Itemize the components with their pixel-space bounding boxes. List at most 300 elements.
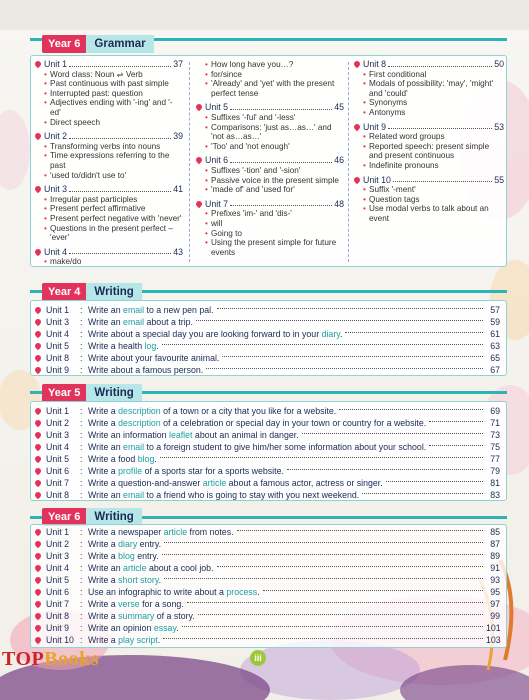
task-keyword: log xyxy=(144,341,157,351)
colon-separator: : xyxy=(80,418,83,428)
topic-item: • 'Too' and 'not enough' xyxy=(205,142,344,152)
dot-leader xyxy=(237,530,483,531)
location-pin-icon xyxy=(34,60,42,68)
task-text xyxy=(88,454,157,464)
page-number-ref: 73 xyxy=(490,430,500,440)
topic-item: • Transforming verbs into nouns xyxy=(44,142,183,152)
task-keyword: email xyxy=(123,305,145,315)
page-number-ref: 63 xyxy=(490,341,500,351)
task-text-part: . xyxy=(156,341,159,351)
unit-page: 37 xyxy=(173,59,183,69)
colon-separator: : xyxy=(80,466,83,476)
unit-label: Unit 5 xyxy=(46,454,69,464)
grammar-column-2 xyxy=(196,60,344,262)
unit-label: Unit 2 xyxy=(46,539,69,549)
colon-separator: : xyxy=(80,587,83,597)
dot-leader xyxy=(429,445,483,446)
topic-item: • Synonyms xyxy=(363,98,504,108)
page-number-ref: 101 xyxy=(486,623,501,633)
task-text-part: Write a question-and-answer xyxy=(88,478,203,488)
task-text-part: Write a xyxy=(88,575,119,585)
toc-row xyxy=(35,405,500,417)
page-number-ref: 67 xyxy=(490,365,500,375)
task-text xyxy=(88,329,342,339)
unit-name: Unit 5 xyxy=(205,102,228,113)
unit-page: 45 xyxy=(334,102,344,113)
location-pin-icon xyxy=(353,122,361,130)
page-number-ref: 71 xyxy=(490,418,500,428)
task-text-part: Write about a special day you are looking forward to in your xyxy=(88,329,322,339)
task-keyword: profile xyxy=(118,466,143,476)
topic-list xyxy=(363,70,504,118)
task-text-part: from notes. xyxy=(187,527,234,537)
dot-leader xyxy=(187,602,483,603)
topic-item: • for/since xyxy=(205,70,344,80)
dot-leader xyxy=(69,60,171,67)
page-number: iii xyxy=(250,650,266,666)
column-divider xyxy=(348,62,349,262)
toc-row xyxy=(35,574,500,586)
topic-item: • Interrupted past: question xyxy=(44,89,183,99)
unit-label: Unit 6 xyxy=(46,466,69,476)
grammar-header xyxy=(42,35,154,53)
task-keyword: email xyxy=(123,490,145,500)
topic-item: • How long have you…? xyxy=(205,60,344,70)
topic-tab: Grammar xyxy=(86,35,153,53)
toc-row xyxy=(35,465,500,477)
unit-label: Unit 8 xyxy=(46,490,69,500)
unit-heading xyxy=(363,123,504,133)
dot-leader xyxy=(302,433,483,434)
topic-list xyxy=(44,70,183,128)
toc-row xyxy=(35,562,500,574)
page-number-ref: 79 xyxy=(490,466,500,476)
task-text xyxy=(88,406,336,416)
dot-leader xyxy=(69,132,171,139)
unit-label: Unit 4 xyxy=(46,329,69,339)
toc-row xyxy=(35,352,500,364)
writing4-card xyxy=(30,300,507,376)
page-number-ref: 89 xyxy=(490,551,500,561)
topic-item: • make/do xyxy=(44,257,183,267)
unit-name: Unit 3 xyxy=(44,184,67,195)
writing5-card xyxy=(30,401,507,501)
colon-separator: : xyxy=(80,575,83,585)
unit-name: Unit 6 xyxy=(205,155,228,166)
task-text-part: Write an xyxy=(88,305,124,315)
topic-item: • First conditional xyxy=(363,70,504,80)
topic-item: • Passive voice in the present simple xyxy=(205,176,344,186)
location-pin-icon xyxy=(34,588,42,596)
task-text-part: Write a xyxy=(88,599,119,609)
task-text xyxy=(88,599,184,609)
toc-row xyxy=(35,586,500,598)
colon-separator: : xyxy=(80,563,83,573)
topic-list xyxy=(44,257,183,267)
task-text-part: Write a food xyxy=(88,454,138,464)
unit-label: Unit 5 xyxy=(46,341,69,351)
toc-row xyxy=(35,441,500,453)
dot-leader xyxy=(164,578,483,579)
task-keyword: description xyxy=(118,406,161,416)
task-text-part: Use an infographic to write about a xyxy=(88,587,227,597)
logo-top-text: TOP xyxy=(2,648,45,670)
task-keyword: summary xyxy=(118,611,155,621)
unit-heading xyxy=(44,132,183,142)
dot-leader xyxy=(164,542,483,543)
toc-row xyxy=(35,364,500,376)
task-text-part: Write a xyxy=(88,466,119,476)
task-text-part: to a foreign student to give him/her some information about your school. xyxy=(144,442,427,452)
grammar-unit xyxy=(35,132,183,180)
page-number-ref: 77 xyxy=(490,454,500,464)
colon-separator: : xyxy=(80,365,83,375)
topic-tab: Writing xyxy=(86,508,141,526)
unit-label: Unit 5 xyxy=(46,575,69,585)
task-text-part: Write an opinion xyxy=(88,623,154,633)
page-number-ref: 57 xyxy=(490,305,500,315)
grammar-unit xyxy=(354,123,504,171)
colon-separator: : xyxy=(80,406,83,416)
writing6-card xyxy=(30,524,507,648)
task-text-part: about a cool job. xyxy=(146,563,214,573)
task-text-part: . xyxy=(176,623,179,633)
task-text xyxy=(88,563,214,573)
toc-row xyxy=(35,316,500,328)
unit-heading xyxy=(363,60,504,70)
grammar-card xyxy=(30,55,507,267)
grammar-unit xyxy=(35,60,183,127)
colon-separator: : xyxy=(80,490,83,500)
location-pin-icon xyxy=(34,552,42,560)
unit-label: Unit 6 xyxy=(46,587,69,597)
unit-page: 55 xyxy=(494,174,504,185)
page-number-ref: 85 xyxy=(490,527,500,537)
grammar-unit xyxy=(35,185,183,243)
task-text xyxy=(88,430,299,440)
unit-name: Unit 1 xyxy=(44,59,67,69)
colon-separator: : xyxy=(80,353,83,363)
grammar-unit xyxy=(354,60,504,118)
location-pin-icon xyxy=(34,528,42,536)
toc-row xyxy=(35,453,500,465)
task-text-part: Write an xyxy=(88,317,124,327)
task-text-part: Write an xyxy=(88,442,124,452)
dot-leader xyxy=(388,123,492,130)
colon-separator: : xyxy=(80,635,83,645)
unit-name: Unit 8 xyxy=(363,59,386,69)
dot-leader xyxy=(230,156,332,163)
dot-leader xyxy=(388,60,492,67)
topic-item: • 'Already' and 'yet' with the present perfect tense xyxy=(205,79,344,98)
unit-label: Unit 7 xyxy=(46,599,69,609)
topic-item: • Prefixes 'im-' and 'dis-' xyxy=(205,209,344,219)
page-number-ref: 103 xyxy=(486,635,501,645)
task-text-part: Write a xyxy=(88,406,119,416)
task-text-part: entry. xyxy=(134,551,159,561)
task-keyword: email xyxy=(123,442,145,452)
unit-page: 53 xyxy=(494,121,504,132)
topic-item: • Using the present simple for future events xyxy=(205,238,344,257)
task-text-part: Write a newspaper xyxy=(88,527,164,537)
task-text-part: Write an xyxy=(88,563,124,573)
colon-separator: : xyxy=(80,305,83,315)
location-pin-icon xyxy=(34,354,42,362)
topic-item: • Reported speech: present simple and present continuous xyxy=(363,142,504,161)
grammar-unit xyxy=(196,156,344,194)
column-divider xyxy=(189,62,190,262)
location-pin-icon xyxy=(34,600,42,608)
topic-item: • Past continuous with past simple xyxy=(44,79,183,89)
unit-heading xyxy=(205,200,344,210)
task-text-part: . xyxy=(157,635,161,645)
dot-leader xyxy=(69,248,171,255)
page-number-ref: 99 xyxy=(490,611,500,621)
toc-row xyxy=(35,340,500,352)
task-keyword: verse xyxy=(118,599,140,609)
dot-leader xyxy=(196,320,483,321)
dot-leader xyxy=(217,566,483,567)
page-number-ref: 75 xyxy=(490,442,500,452)
task-text xyxy=(88,305,214,315)
dot-leader xyxy=(163,638,483,639)
task-text-part: Write a xyxy=(88,611,119,621)
topic-item: • Direct speech xyxy=(44,118,183,128)
task-text xyxy=(88,527,234,537)
task-text-part: Write an xyxy=(88,490,124,500)
colon-separator: : xyxy=(80,527,83,537)
task-keyword: diary xyxy=(321,329,340,339)
page-number-ref: 87 xyxy=(490,539,500,549)
task-text-part: . xyxy=(154,454,157,464)
task-text-part: Write a xyxy=(88,551,119,561)
topic-list xyxy=(44,142,183,180)
year-tab: Year 6 xyxy=(42,35,86,53)
task-text-part: about an animal in danger. xyxy=(192,430,299,440)
task-keyword: article xyxy=(202,478,227,488)
colon-separator: : xyxy=(80,599,83,609)
dot-leader xyxy=(160,457,483,458)
unit-heading xyxy=(205,156,344,166)
location-pin-icon xyxy=(34,366,42,374)
location-pin-icon xyxy=(34,318,42,326)
topic-item: • Modals of possibility: 'may', 'might' and 'could' xyxy=(363,79,504,98)
location-pin-icon xyxy=(34,479,42,487)
dot-leader xyxy=(263,590,483,591)
task-text-part: for a song. xyxy=(139,599,184,609)
location-pin-icon xyxy=(353,175,361,183)
colon-separator: : xyxy=(80,611,83,621)
task-text xyxy=(88,418,426,428)
location-pin-icon xyxy=(34,540,42,548)
location-pin-icon xyxy=(34,467,42,475)
dot-leader xyxy=(230,200,332,207)
task-text-part: entry. xyxy=(137,539,162,549)
task-keyword: blog xyxy=(137,454,155,464)
task-text-part: Write a xyxy=(88,635,119,645)
dot-leader xyxy=(345,332,483,333)
unit-heading xyxy=(44,185,183,195)
location-pin-icon xyxy=(34,247,42,255)
topic-item: • Time expressions referring to the past xyxy=(44,151,183,170)
toc-row xyxy=(35,538,500,550)
location-pin-icon xyxy=(34,407,42,415)
colon-separator: : xyxy=(80,430,83,440)
colon-separator: : xyxy=(80,551,83,561)
toc-row xyxy=(35,477,500,489)
page-number-ref: 97 xyxy=(490,599,500,609)
dot-leader xyxy=(287,469,483,470)
task-text-part: of a town or a city that you like for a website. xyxy=(160,406,337,416)
task-text-part: Write a xyxy=(88,418,119,428)
dot-leader xyxy=(206,368,483,369)
location-pin-icon xyxy=(34,419,42,427)
topic-item: • Word class: Noun ⇌ Verb xyxy=(44,70,183,80)
task-text-part: Write a health xyxy=(88,341,145,351)
topic-item: • Going to xyxy=(205,229,344,239)
task-keyword: description xyxy=(118,418,161,428)
unit-label: Unit 8 xyxy=(46,611,69,621)
task-text xyxy=(88,539,161,549)
location-pin-icon xyxy=(34,132,42,140)
unit-page: 43 xyxy=(173,246,183,257)
continued-bullets xyxy=(196,60,344,98)
topic-list xyxy=(205,209,344,257)
unit-label: Unit 10 xyxy=(46,635,74,645)
location-pin-icon xyxy=(34,455,42,463)
page-number-ref: 61 xyxy=(490,329,500,339)
location-pin-icon xyxy=(34,624,42,632)
page-number-ref: 93 xyxy=(490,575,500,585)
topic-item: • Suffix '-ment' xyxy=(363,185,504,195)
task-text xyxy=(88,623,179,633)
task-text-part: Write about a famous person. xyxy=(88,365,204,375)
unit-name: Unit 9 xyxy=(363,121,386,132)
unit-name: Unit 4 xyxy=(44,246,67,257)
location-pin-icon xyxy=(34,576,42,584)
dot-leader xyxy=(393,176,492,183)
task-text-part: . xyxy=(257,587,260,597)
logo-books-text: Books xyxy=(44,648,100,670)
location-pin-icon xyxy=(34,564,42,572)
unit-heading xyxy=(363,176,504,186)
task-keyword: email xyxy=(123,317,145,327)
topic-item: • Suffixes '-ful' and '-less' xyxy=(205,113,344,123)
toc-row xyxy=(35,622,500,634)
task-text-part: about a trip. xyxy=(144,317,193,327)
page-number-ref: 59 xyxy=(490,317,500,327)
unit-label: Unit 3 xyxy=(46,317,69,327)
colon-separator: : xyxy=(80,623,83,633)
topic-item: • Adjectives ending with '-ing' and '-ed' xyxy=(44,98,183,117)
unit-label: Unit 3 xyxy=(46,430,69,440)
unit-label: Unit 1 xyxy=(46,406,69,416)
topbooks-logo xyxy=(2,648,99,671)
unit-name: Unit 10 xyxy=(363,174,391,185)
colon-separator: : xyxy=(80,442,83,452)
dot-leader xyxy=(339,409,483,410)
task-text xyxy=(88,365,203,375)
dot-leader xyxy=(386,481,483,482)
location-pin-icon xyxy=(34,342,42,350)
task-text-part: . xyxy=(340,329,343,339)
dot-leader xyxy=(162,554,483,555)
task-text xyxy=(88,575,161,585)
grammar-column-3 xyxy=(354,60,504,229)
topic-item: • Present perfect affirmative xyxy=(44,204,183,214)
unit-page: 46 xyxy=(334,155,344,166)
page-number-ref: 91 xyxy=(490,563,500,573)
task-keyword: essay xyxy=(153,623,177,633)
location-pin-icon xyxy=(353,60,361,68)
unit-page: 39 xyxy=(173,131,183,142)
topic-list xyxy=(44,195,183,243)
grammar-column-1 xyxy=(35,60,183,272)
task-text-part: Write about your favourite animal. xyxy=(88,353,220,363)
task-keyword: leaflet xyxy=(169,430,193,440)
task-keyword: article xyxy=(123,563,147,573)
location-pin-icon xyxy=(34,491,42,499)
page-number-ref: 65 xyxy=(490,353,500,363)
unit-label: Unit 4 xyxy=(46,563,69,573)
toc-row xyxy=(35,304,500,316)
location-pin-icon xyxy=(34,306,42,314)
task-text-part: of a celebration or special day in your town or country for a website. xyxy=(160,418,427,428)
dot-leader xyxy=(69,185,171,192)
task-text xyxy=(88,317,193,327)
colon-separator: : xyxy=(80,478,83,488)
page-number-ref: 81 xyxy=(490,478,500,488)
toc-row xyxy=(35,417,500,429)
task-text xyxy=(88,466,284,476)
location-pin-icon xyxy=(34,612,42,620)
unit-label: Unit 9 xyxy=(46,365,69,375)
task-text xyxy=(88,442,426,452)
topic-tab: Writing xyxy=(86,283,141,301)
grammar-unit xyxy=(196,200,344,258)
unit-label: Unit 1 xyxy=(46,305,69,315)
task-text xyxy=(88,551,159,561)
location-pin-icon xyxy=(34,443,42,451)
task-keyword: blog xyxy=(118,551,135,561)
unit-label: Unit 3 xyxy=(46,551,69,561)
task-keyword: diary xyxy=(118,539,138,549)
unit-label: Unit 8 xyxy=(46,353,69,363)
topic-item: • Use modal verbs to talk about an event xyxy=(363,204,504,223)
task-keyword: short story xyxy=(118,575,159,585)
topic-item: • Question tags xyxy=(363,195,504,205)
task-text xyxy=(88,490,359,500)
year-tab: Year 4 xyxy=(42,283,86,301)
dot-leader xyxy=(182,626,483,627)
page-number-ref: 83 xyxy=(490,490,500,500)
unit-label: Unit 7 xyxy=(46,478,69,488)
task-text xyxy=(88,341,159,351)
unit-heading xyxy=(44,60,183,70)
year-tab: Year 6 xyxy=(42,508,86,526)
colon-separator: : xyxy=(80,454,83,464)
topic-item: • Indefinite pronouns xyxy=(363,161,504,171)
task-text-part: of a sports star for a sports website. xyxy=(142,466,284,476)
grammar-unit xyxy=(35,248,183,267)
unit-name: Unit 2 xyxy=(44,131,67,142)
location-pin-icon xyxy=(195,199,203,207)
dot-leader xyxy=(222,356,483,357)
task-text-part: Write an information xyxy=(88,430,169,440)
unit-heading xyxy=(205,103,344,113)
unit-page: 48 xyxy=(334,198,344,209)
task-text xyxy=(88,353,219,363)
